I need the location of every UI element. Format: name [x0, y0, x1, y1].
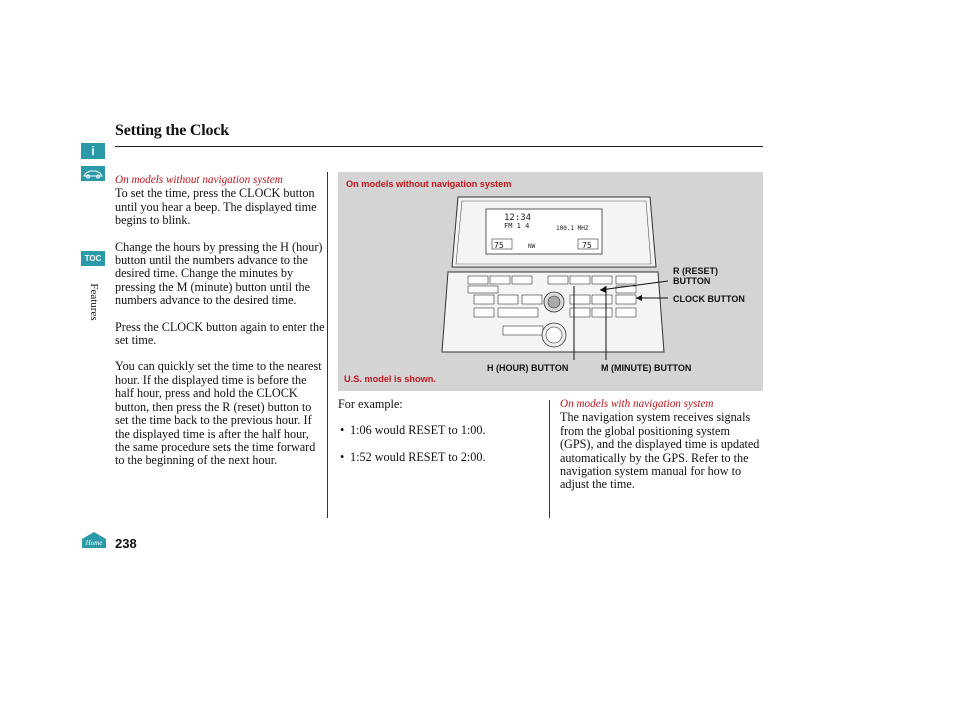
car-icon[interactable]: [81, 166, 105, 181]
home-icon[interactable]: [80, 531, 108, 549]
list-item: • 1:06 would RESET to 1:00.: [338, 424, 538, 437]
callout-reset: R (RESET) BUTTON: [673, 266, 718, 286]
display-frequency: 100.1 MHZ: [556, 225, 589, 232]
display-mode: NW: [528, 243, 536, 250]
svg-text:Home: Home: [85, 539, 103, 547]
paragraph-1: To set the time, press the CLOCK button until you hear a beep. The displayed time begins to blink.: [115, 186, 317, 228]
callout-hour: H (HOUR) BUTTON: [487, 363, 569, 373]
navigation-paragraph: The navigation system receives signals from the global positioning system (GPS), and the displayed time is updated automatically by the GPS. Refer to the navigation system manual for how to adjust the time.: [560, 410, 760, 492]
display-temp-right: 75: [582, 241, 592, 250]
paragraph-2: Change the hours by pressing the H (hour) button until the numbers advance to the desired time. Change the minutes by pressing the M (minute) button until the numbers advance to the desired time.: [115, 239, 323, 308]
examples-intro: For example:: [338, 397, 403, 411]
paragraph-3: Press the CLOCK button again to enter the set time.: [115, 319, 325, 348]
note-with-nav: On models with navigation system: [560, 398, 714, 410]
column-instructions: [115, 174, 325, 481]
figure-note-bottom: U.S. model is shown.: [344, 374, 436, 384]
callout-minute: M (MINUTE) BUTTON: [601, 363, 692, 373]
paragraph-4: You can quickly set the time to the nearest hour. If the displayed time is before the half hour, press and hold the CLOCK button, then press the R (reset) button to set the time back to the previous hour. If the displayed time is after the half hour, the same procedure sets the time forward to the beginning of the next hour.: [115, 359, 322, 468]
figure-note-top: On models without navigation system: [346, 179, 512, 189]
list-item: • 1:52 would RESET to 2:00.: [338, 451, 538, 464]
callout-clock: CLOCK BUTTON: [673, 294, 745, 304]
display-temp-left: 75: [494, 241, 504, 250]
display-band: FM 1 4: [504, 222, 530, 230]
display-clock: 12:34: [504, 213, 532, 223]
page-number: 238: [115, 536, 137, 551]
page-title: Setting the Clock: [115, 122, 229, 139]
section-tab: Features: [88, 283, 100, 321]
car-outline-icon: [82, 168, 104, 179]
note-without-nav: On models without navigation system: [115, 174, 283, 186]
column-divider: [549, 400, 550, 518]
column-navigation: [560, 398, 763, 492]
examples-list: [338, 424, 538, 464]
audio-panel-figure: [338, 172, 763, 391]
column-examples: [338, 398, 538, 477]
toc-icon[interactable]: TOC: [81, 251, 105, 266]
info-icon[interactable]: i: [81, 143, 105, 159]
title-rule: [115, 146, 763, 147]
column-divider: [327, 172, 328, 518]
